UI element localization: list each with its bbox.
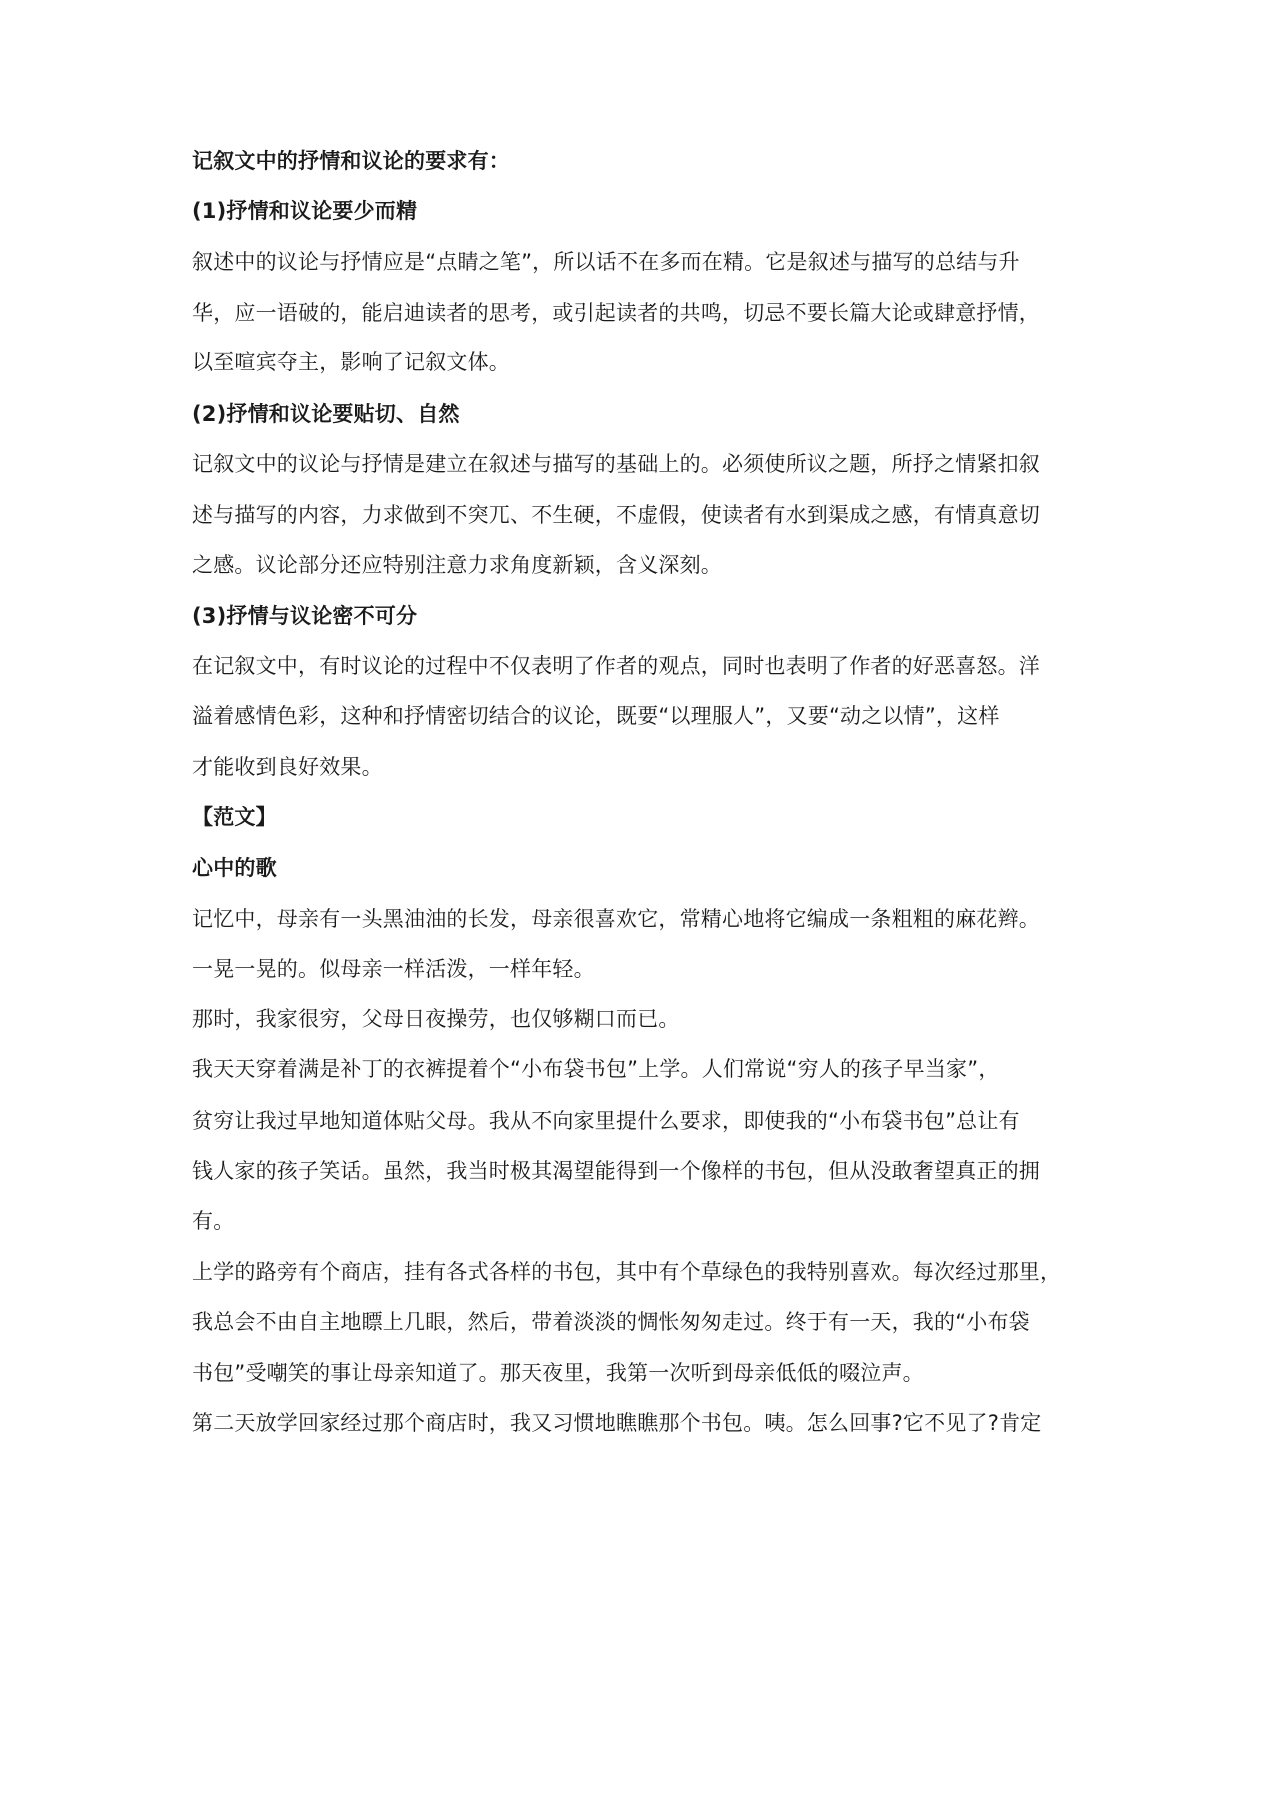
paragraph-line: 第二天放学回家经过那个商店时，我又习惯地瞧瞧那个书包。咦。怎么回事?它不见了?肯定 bbox=[192, 1411, 1042, 1435]
paragraph-line: 才能收到良好效果。 bbox=[192, 755, 383, 779]
paragraph-line: 书包”受嘲笑的事让母亲知道了。那天夜里，我第一次听到母亲低低的啜泣声。 bbox=[192, 1361, 924, 1385]
paragraph-line: 述与描写的内容，力求做到不突兀、不生硬，不虚假，使读者有水到渠成之感，有情真意切 bbox=[192, 503, 1040, 527]
essay-title: 心中的歌 bbox=[192, 856, 277, 880]
paragraph-line: 钱人家的孩子笑话。虽然，我当时极其渴望能得到一个像样的书包，但从没敢奢望真正的拥 bbox=[192, 1159, 1040, 1183]
paragraph-line: 我总会不由自主地瞟上几眼，然后，带着淡淡的惆怅匆匆走过。终于有一天，我的“小布袋 bbox=[192, 1310, 1030, 1334]
paragraph-line: 华，应一语破的，能启迪读者的思考，或引起读者的共鸣，切忌不要长篇大论或肆意抒情， bbox=[192, 301, 1040, 325]
example-label: 【范文】 bbox=[192, 805, 277, 829]
paragraph-line: 一晃一晃的。似母亲一样活泼，一样年轻。 bbox=[192, 957, 595, 981]
paragraph-line: 记忆中，母亲有一头黑油油的长发，母亲很喜欢它，常精心地将它编成一条粗粗的麻花辫。 bbox=[192, 907, 1040, 931]
subheading-1: (1)抒情和议论要少而精 bbox=[192, 199, 418, 223]
paragraph-line: 我天天穿着满是补丁的衣裤提着个“小布袋书包”上学。人们常说“穷人的孩子早当家”， bbox=[192, 1057, 1000, 1081]
subheading-3: (3)抒情与议论密不可分 bbox=[192, 604, 418, 628]
paragraph-line: 溢着感情色彩，这种和抒情密切结合的议论，既要“以理服人”，又要“动之以情”，这样 bbox=[192, 704, 1000, 728]
section-heading: 记叙文中的抒情和议论的要求有： bbox=[192, 149, 510, 173]
paragraph-line: 叙述中的议论与抒情应是“点睛之笔”，所以话不在多而在精。它是叙述与描写的总结与升 bbox=[192, 250, 1020, 274]
paragraph-line: 有。 bbox=[192, 1209, 235, 1233]
paragraph-line: 之感。议论部分还应特别注意力求角度新颖，含义深刻。 bbox=[192, 553, 722, 577]
paragraph-line: 贫穷让我过早地知道体贴父母。我从不向家里提什么要求，即使我的“小布袋书包”总让有 bbox=[192, 1109, 1020, 1133]
paragraph-line: 那时，我家很穷，父母日夜操劳，也仅够糊口而已。 bbox=[192, 1007, 680, 1031]
paragraph-line: 记叙文中的议论与抒情是建立在叙述与描写的基础上的。必须使所议之题，所抒之情紧扣叙 bbox=[192, 452, 1040, 476]
subheading-2: (2)抒情和议论要贴切、自然 bbox=[192, 402, 460, 426]
paragraph-line: 上学的路旁有个商店，挂有各式各样的书包，其中有个草绿色的我特别喜欢。每次经过那里， bbox=[192, 1260, 1062, 1284]
paragraph-line: 以至喧宾夺主，影响了记叙文体。 bbox=[192, 350, 510, 374]
paragraph-line: 在记叙文中，有时议论的过程中不仅表明了作者的观点，同时也表明了作者的好恶喜怒。洋 bbox=[192, 654, 1040, 678]
